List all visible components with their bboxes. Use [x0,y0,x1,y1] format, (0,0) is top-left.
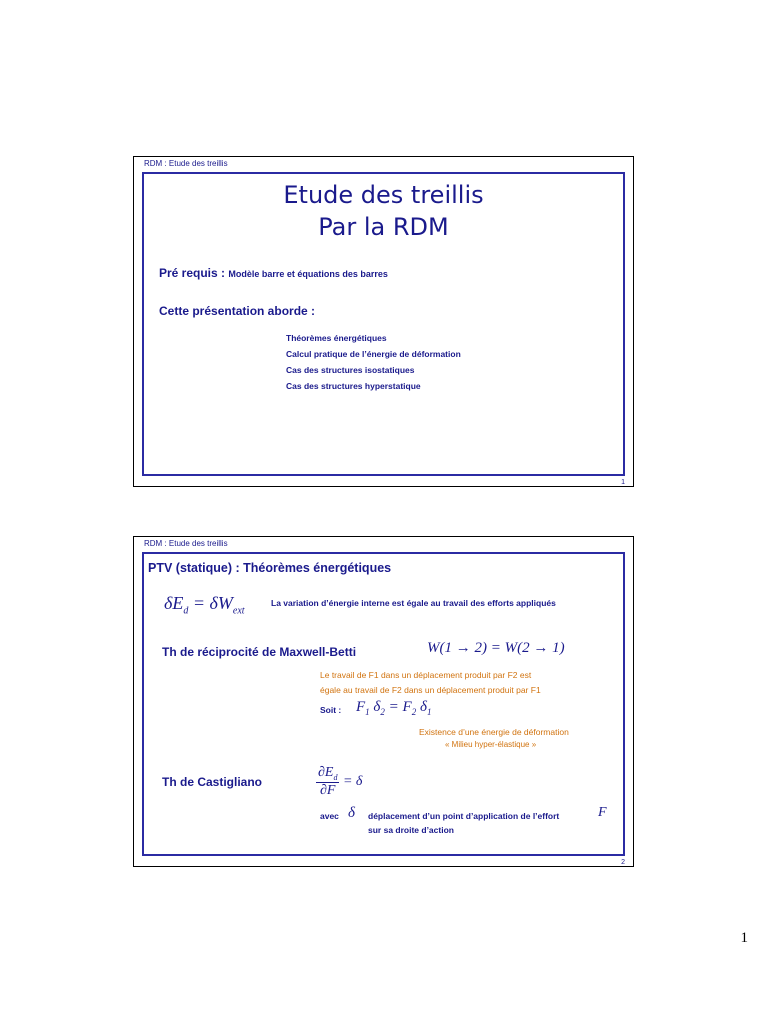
eq-sub: d [183,605,189,617]
soit-equation [356,699,431,717]
eq-sub: 1 [426,707,432,717]
soit-label: Soit : [320,705,342,715]
maxwell-explanation-line2: égale au travail de F2 dans un déplacement produit par F1 [320,685,541,695]
eq-part: δ [416,699,427,715]
list-item: Calcul pratique de l’énergie de déformation [286,349,461,359]
eq-part: = δW [188,593,233,613]
slide-2 [133,536,634,867]
prereq-text: Modèle barre et équations des barres [228,269,388,279]
page-number: 1 [740,930,748,946]
avec-force: F [598,805,607,820]
fraction-numerator [316,765,339,783]
avec-text-line2: sur sa droite d’action [368,825,454,835]
slide-1 [133,156,634,487]
maxwell-equation: W(1 → 2) = W(2 → 1) [427,640,565,656]
eq-part: = F [384,699,412,715]
eq-part: δ [369,699,381,715]
existence-text: Existence d’une énergie de déformation [419,727,569,737]
eq-sub: 2 [411,707,417,717]
avec-text: déplacement d’un point d’application de l’effort [368,811,560,821]
slide-number: 1 [621,479,625,486]
castigliano-fraction [316,765,339,799]
energy-equation-text: La variation d’énergie interne est égale au travail des efforts appliqués [271,598,556,608]
intro-text: Cette présentation aborde : [159,304,316,318]
slide-number: 2 [621,859,625,866]
eq-sub: ext [232,605,245,617]
milieu-text: « Milieu hyper-élastique » [445,740,537,749]
eq-part: δE [164,593,184,613]
eq-sub: d [333,772,338,782]
eq-sub: 2 [380,707,385,717]
fraction-denominator: ∂F [320,782,336,798]
list-item: Cas des structures isostatiques [286,365,415,375]
castigliano-equation [316,765,362,799]
slide-header: RDM : Etude des treillis [144,539,228,548]
avec-label: avec [320,811,339,821]
eq-part: F [356,699,366,715]
eq-part: = δ [342,774,363,790]
energy-equation [164,593,245,617]
slide-title-line1: Etude des treillis [283,181,484,209]
list-item: Théorèmes énergétiques [286,333,387,343]
avec-delta: δ [348,805,355,821]
prereq [159,266,388,280]
slide-header: RDM : Etude des treillis [144,159,228,168]
slide-title-line2: Par la RDM [318,213,449,241]
prereq-label: Pré requis : [159,266,226,280]
eq-part: ∂E [318,765,334,780]
list-item: Cas des structures hyperstatique [286,381,421,391]
maxwell-explanation-line1: Le travail de F1 dans un déplacement produit par F2 est [320,670,532,680]
castigliano-label: Th de Castigliano [162,775,263,789]
slide-heading: PTV (statique) : Théorèmes énergétiques [148,561,392,575]
maxwell-label: Th de réciprocité de Maxwell-Betti [162,645,357,659]
eq-sub: 1 [365,707,370,717]
